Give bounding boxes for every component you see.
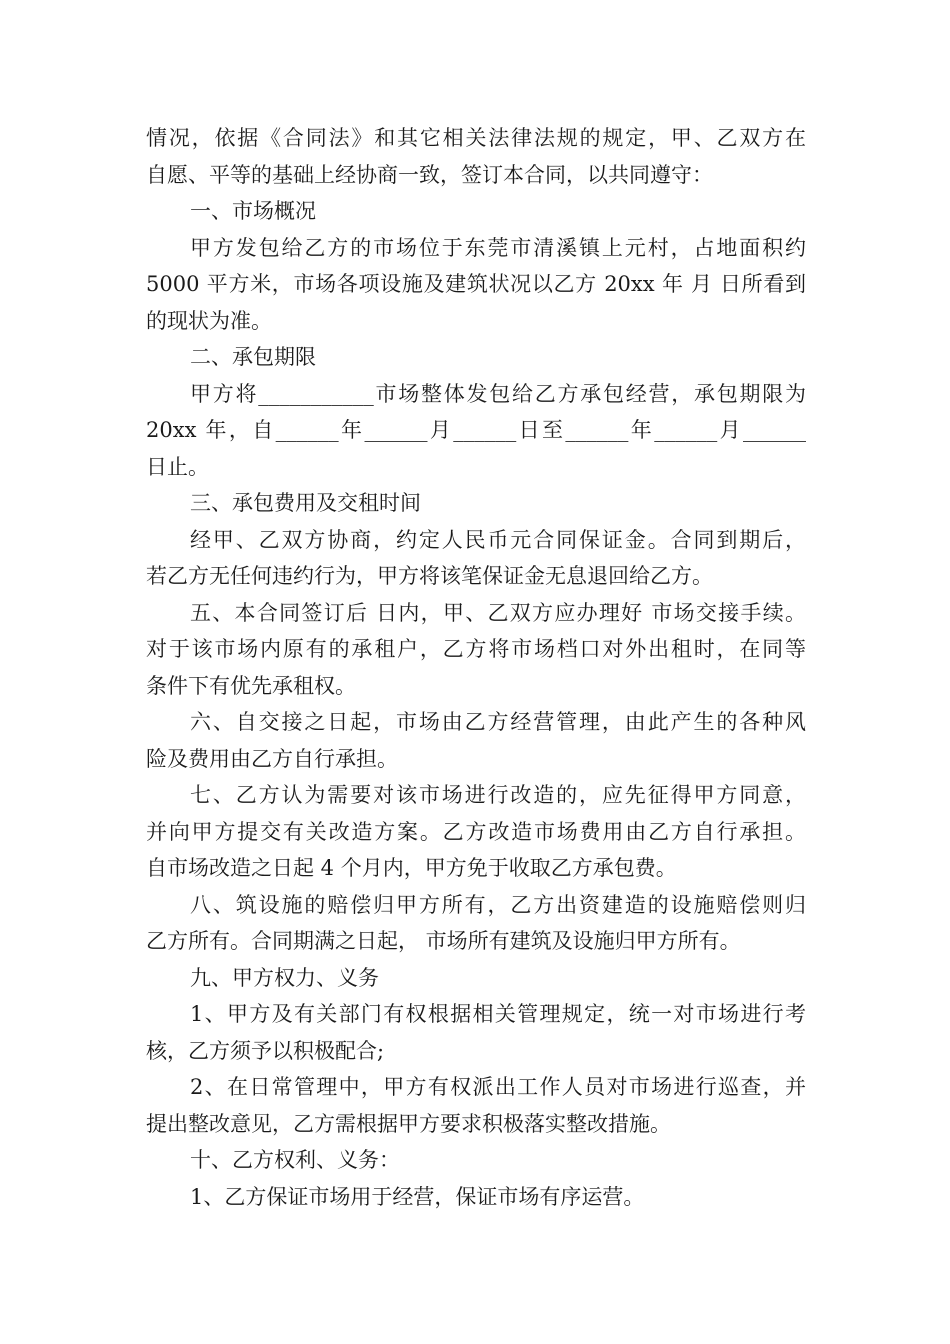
text-line: 险及费用由乙方自行承担。 <box>146 746 398 771</box>
text-line: 甲方将___________市场整体发包给乙方承包经营，承包期限为 <box>190 381 806 406</box>
text-line: 自愿、平等的基础上经协商一致，签订本合同，以共同遵守： <box>146 162 713 187</box>
text-line: 甲方发包给乙方的市场位于东莞市清溪镇上元村，占地面积约 <box>190 235 806 260</box>
text-line: 六、自交接之日起，市场由乙方经营管理，由此产生的各种风 <box>190 710 806 734</box>
text-line: 日止。 <box>146 454 209 479</box>
text-line: 条件下有优先承租权。 <box>146 673 356 698</box>
text-line: 提出整改意见，乙方需根据甲方要求积极落实整改措施。 <box>146 1111 671 1136</box>
text-line: 二、承包期限 <box>190 345 316 369</box>
document-page <box>146 120 806 1215</box>
text-line: 2、在日常管理中，甲方有权派出工作人员对市场进行巡查，并 <box>190 1075 806 1099</box>
text-line: 若乙方无任何违约行为，甲方将该笔保证金无息退回给乙方。 <box>146 564 713 588</box>
text-line: 的现状为准。 <box>146 308 272 333</box>
text-line: 五、本合同签订后 日内，甲、乙双方应办理好 市场交接手续。 <box>190 600 806 625</box>
text-line: 自市场改造之日起 4 个月内，甲方免于收取乙方承包费。 <box>146 856 677 880</box>
text-line: 经甲、乙双方协商，约定人民币元合同保证金。合同到期后， <box>190 527 806 552</box>
text-line: 1、乙方保证市场用于经营，保证市场有序运营。 <box>190 1184 645 1209</box>
text-line: 核，乙方须予以积极配合; <box>146 1038 385 1063</box>
text-line: 八、筑设施的赔偿归甲方所有，乙方出资建造的设施赔偿则归 <box>190 892 806 917</box>
text-line: 七、乙方认为需要对该市场进行改造的，应先征得甲方同意， <box>190 783 806 807</box>
text-line: 对于该市场内原有的承租户，乙方将市场档口对外出租时，在同等 <box>146 637 806 661</box>
text-line: 九、甲方权力、义务 <box>190 965 379 990</box>
text-line: 三、承包费用及交租时间 <box>190 491 421 515</box>
text-line: 十、乙方权利、义务： <box>190 1148 400 1172</box>
text-line: 5000 平方米，市场各项设施及建筑状况以乙方 20xx 年 月 日所看到 <box>146 272 806 296</box>
text-line: 并向甲方提交有关改造方案。乙方改造市场费用由乙方自行承担。 <box>146 819 806 844</box>
text-line: 20xx 年，自______年______月______日至______年______月______ <box>146 418 806 442</box>
text-line: 一、市场概况 <box>190 199 316 223</box>
text-line: 乙方所有。合同期满之日起， 市场所有建筑及设施归甲方所有。 <box>146 929 741 953</box>
text-line: 情况，依据《合同法》和其它相关法律法规的规定，甲、乙双方在 <box>146 126 806 150</box>
text-line: 1、甲方及有关部门有权根据相关管理规定，统一对市场进行考 <box>190 1002 806 1026</box>
